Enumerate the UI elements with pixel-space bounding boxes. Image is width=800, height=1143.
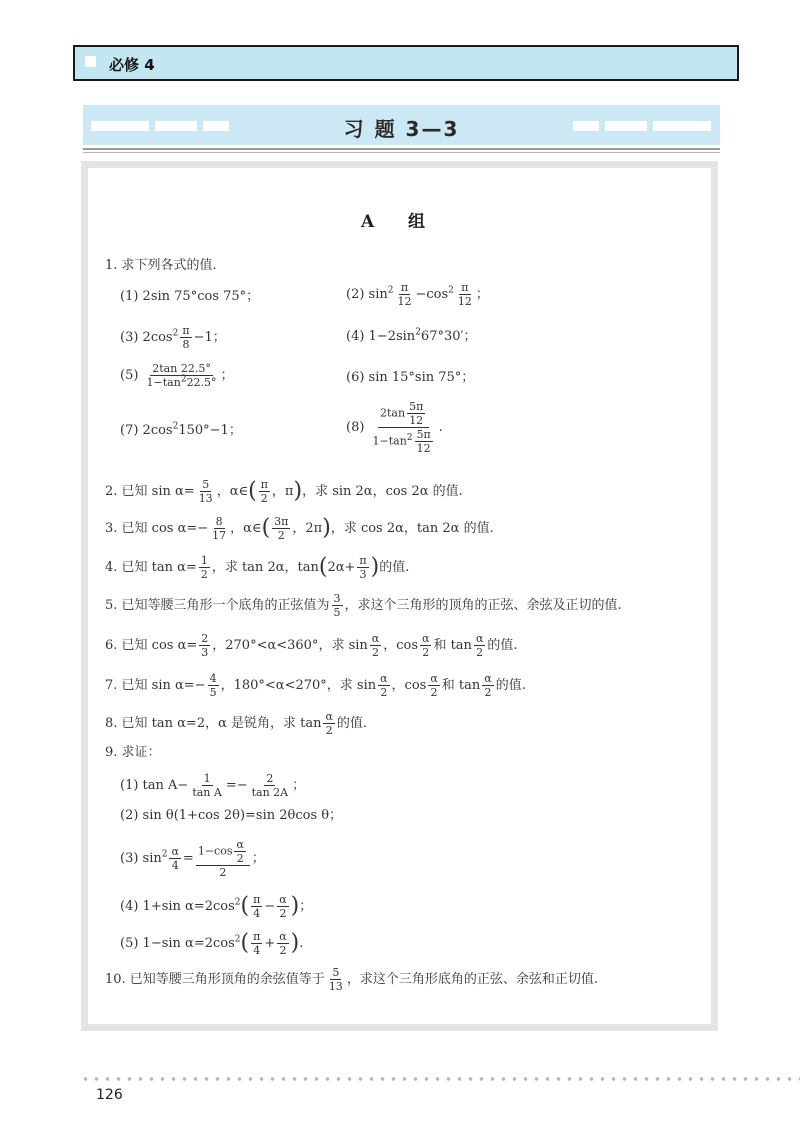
q7: 7. 已知 sin α=− $\frac{4}{5}$ ，180°<α<270°，求 sin $\frac{\alpha}{2}$ ，cos $\frac{\alpha}{2}$ 和 tan $\frac{\alpha}{2}$ 的值.	[105, 672, 526, 699]
q9-part5: (5) 1−sin $\alpha=2\cos^2$( $\frac{\pi}{4}$ + $\frac{\alpha}{2}$ ).	[120, 930, 304, 957]
q9-part2: (2) sin θ(1+cos 2θ)=sin 2θcos θ；	[120, 808, 343, 823]
q3: 3. 已知 cos α=− $\frac{8}{17}$ ，α∈( $\frac{3\pi}{2}$ ，2π)，求 cos 2α，tan 2α 的值.	[105, 515, 494, 542]
page-number: 126	[96, 1087, 123, 1103]
q9-part1: (1) tan A− $\frac{1}{\text{tan A}}$ =− $\frac{2}{\tan 2A}$ ；	[120, 772, 306, 799]
q9-stem: 9. 求证：	[105, 745, 161, 760]
q1-part7: (7) $2\cos^2150^\circ-1$；	[120, 421, 242, 438]
q5: 5. 已知等腰三角形一个底角的正弦值为 $\frac{3}{5}$ ，求这个三角形的顶角的正弦、余弦及正切的值.	[105, 592, 622, 619]
q9-part3: (3) $\sin^2$ $\frac{\alpha}{4}$ = 1−cos $\frac{\alpha}{2}$ 2 ；	[120, 838, 265, 879]
divider	[83, 148, 720, 150]
exercise-banner	[83, 105, 720, 145]
footer-dotted-rule	[80, 1077, 800, 1081]
group-title: A 组	[360, 212, 440, 232]
q8: 8. 已知 tan α=2，α 是锐角，求 tan $\frac{\alpha}{2}$ 的值.	[105, 710, 368, 737]
header-label: 必修 4	[109, 56, 155, 74]
banner-title: 习 题 3—3	[343, 117, 460, 141]
header-square-icon	[85, 56, 96, 67]
chapter-header	[73, 45, 739, 81]
q1-stem: 1. 求下列各式的值.	[105, 258, 217, 273]
q1-part8: (8) 2tan $\frac{5\pi}{12}$ $1-\tan^2$ $\frac{5\pi}{12}$ .	[346, 400, 443, 455]
q1-part4: (4) $1-2\sin^267^\circ 30'$；	[346, 327, 477, 344]
q4: 4. 已知 tan α= $\frac{1}{2}$ ，求 tan 2α，tan(2α+ $\frac{\pi}{3}$ )的值.	[105, 554, 410, 581]
q9-part4: (4) 1+sin $\alpha=2\cos^2$( $\frac{\pi}{4}$ − $\frac{\alpha}{2}$ )；	[120, 893, 313, 920]
q10: 10. 已知等腰三角形顶角的余弦值等于 $\frac{5}{13}$ ，求这个三角形底角的正弦、余弦和正切值.	[105, 966, 598, 993]
q2: 2. 已知 sin α= $\frac{5}{13}$ ，α∈( $\frac{\pi}{2}$ ，π)，求 sin 2α，cos 2α 的值.	[105, 478, 463, 505]
q1-part6: (6) sin 15°sin 75°；	[346, 370, 475, 385]
q6: 6. 已知 cos α= $\frac{2}{3}$ ，270°<α<360°，求 sin $\frac{\alpha}{2}$ ，cos $\frac{\alpha}{2}$ 和 tan $\frac{\alpha}{2}$ 的值.	[105, 632, 518, 659]
divider	[83, 152, 720, 153]
q1-part5: (5) $\frac{2\tan 22.5^\circ}{1-\tan^222.5^\circ}$ ；	[120, 362, 234, 389]
q1-part1: (1) 2sin 75°cos 75°；	[120, 289, 260, 304]
q1-part3: (3) $2\cos^2$ $\frac{\pi}{8}$ −1；	[120, 324, 226, 351]
q1-part2: (2) $\sin^2$ $\frac{\pi}{12}$ $-\cos^2$ $\frac{\pi}{12}$ ；	[346, 281, 489, 308]
